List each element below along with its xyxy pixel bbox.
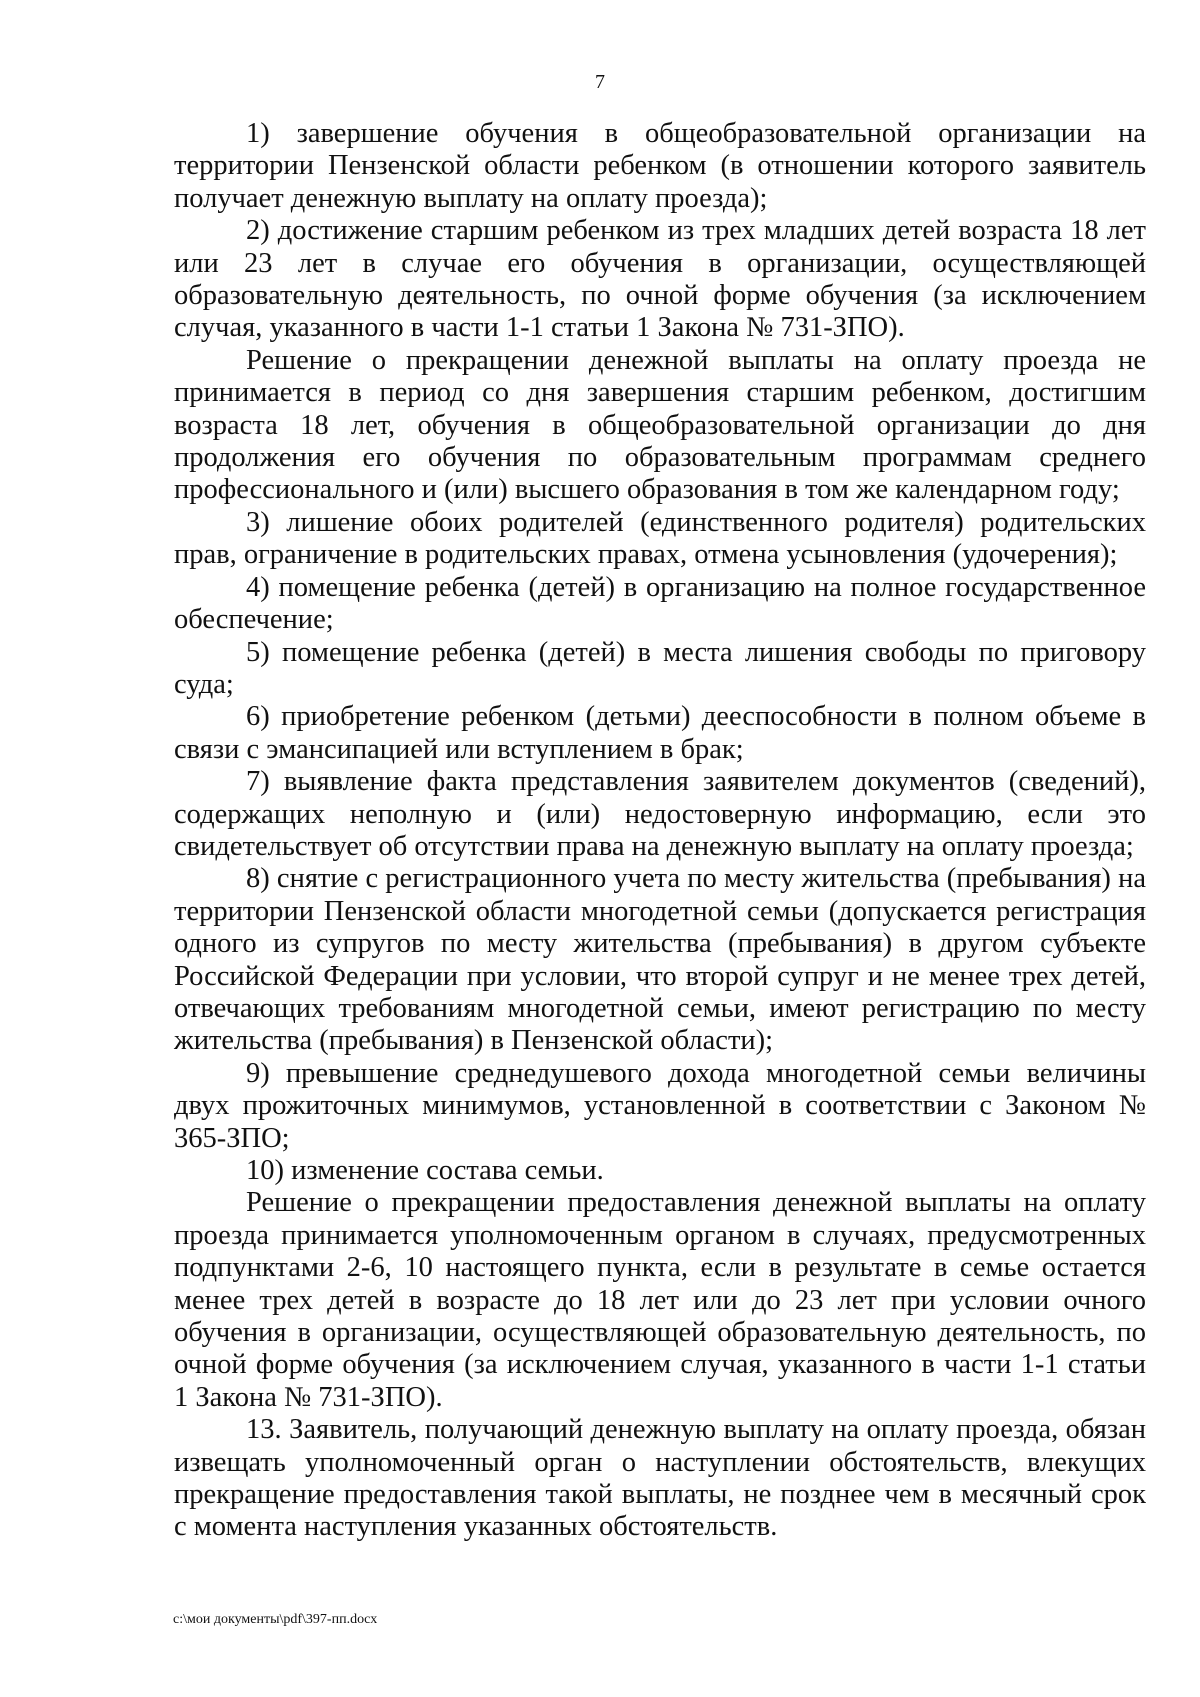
list-item-5-imprisonment: 5) помещение ребенка (детей) в места лишения свободы по приговору суда;	[174, 636, 1146, 700]
paragraph-decision-not-taken: Решение о прекращении денежной выплаты на оплату проезда не принимается в период со дня завершения старшим ребенком, достигшим возраста 18 лет, обучения в общеобразовательной организации до дня продолжения его обучения по образовательным программам среднего профессионального и (или) высшего образования в том же календарном году;	[174, 344, 1146, 506]
list-item-10-family-change: 10) изменение состава семьи.	[246, 1155, 604, 1186]
page-number: 7	[595, 71, 605, 93]
list-item-3-parental-rights: 3) лишение обоих родителей (единственного родителя) родительских прав, ограничение в родительских правах, отмена усыновления (удочерения);	[174, 506, 1146, 571]
list-item-2-age-18-or-23: 2) достижение старшим ребенком из трех младших детей возраста 18 лет или 23 лет в случае его обучения в организации, осуществляющей образовательную деятельность, по очной форме обучения (за исключением случая, указанного в части 1-1 статьи 1 Закона № 731-ЗПО).	[174, 215, 1146, 344]
list-item-8-deregistration: 8) снятие с регистрационного учета по месту жительства (пребывания) на территории Пензенской области многодетной семьи (допускается регистрация одного из супругов по месту жительства (пребывания) в другом субъекте Российской Федерации при условии, что второй супруг и не менее трех детей, отвечающих требованиям многодетной семьи, имеют регистрацию по месту жительства (пребывания) в Пензенской области);	[174, 863, 1146, 1057]
list-item-7-false-documents: 7) выявление факта представления заявителем документов (сведений), содержащих неполную и (или) недостоверную информацию, если это свидетельствует об отсутствии права на денежную выплату на оплату проезда;	[174, 766, 1146, 862]
footer-file-path: c:\мои документы\pdf\397-пп.docx	[173, 1612, 378, 1627]
document-body	[174, 118, 1146, 1544]
list-item-1-completion-of-schooling: 1) завершение обучения в общеобразовательной организации на территории Пензенской области ребенком (в отношении которого заявитель получает денежную выплату на оплату проезда);	[174, 118, 1146, 214]
paragraph-13-notification-duty: 13. Заявитель, получающий денежную выплату на оплату проезда, обязан извещать уполномоченный орган о наступлении обстоятельств, влекущих прекращение предоставления такой выплаты, не позднее чем в месячный срок с момента наступления указанных обстоятельств.	[174, 1414, 1146, 1543]
paragraph-termination-decision: Решение о прекращении предоставления денежной выплаты на оплату проезда принимается уполномоченным органом в случаях, предусмотренных подпунктами 2-6, 10 настоящего пункта, если в результате в семье остается менее трех детей в возрасте до 18 лет или до 23 лет при условии очного обучения в организации, осуществляющей образовательную деятельность, по очной форме обучения (за исключением случая, указанного в части 1-1 статьи 1 Закона № 731-ЗПО).	[174, 1187, 1146, 1413]
list-item-9-income-excess: 9) превышение среднедушевого дохода многодетной семьи величины двух прожиточных минимумов, установленной в соответствии с Законом № 365-ЗПО;	[174, 1057, 1146, 1154]
list-item-4-state-care: 4) помещение ребенка (детей) в организацию на полное государственное обеспечение;	[174, 571, 1146, 636]
list-item-6-legal-capacity: 6) приобретение ребенком (детьми) дееспособности в полном объеме в связи с эмансипацией или вступлением в брак;	[174, 701, 1146, 765]
